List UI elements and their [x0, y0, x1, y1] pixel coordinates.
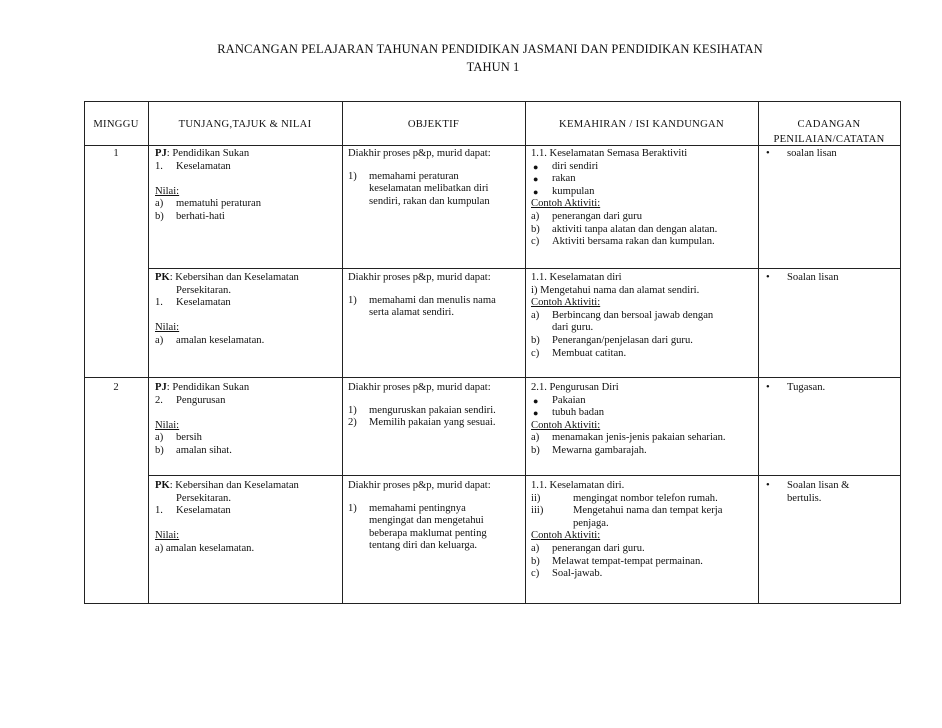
header-cadangan	[758, 117, 900, 147]
nilai-item: berhati-hati	[176, 210, 225, 222]
nilai-label: Nilai:	[155, 530, 180, 542]
bullet-icon: •	[766, 148, 770, 159]
tunjang-title: : Kebersihan dan Keselamatan	[169, 480, 299, 491]
list-marker: a)	[155, 334, 164, 346]
list-marker: a)	[155, 198, 164, 210]
header-kemahiran: KEMAHIRAN / ISI KANDUNGAN	[559, 119, 724, 130]
objektif-item: keselamatan melibatkan diri	[369, 183, 489, 195]
table-border-bottom	[84, 603, 901, 604]
contoh-item: menamakan jenis-jenis pakaian seharian.	[552, 432, 726, 444]
list-marker: a)	[155, 432, 164, 444]
cadangan-item: Soalan lisan &	[787, 480, 850, 491]
list-marker: b)	[531, 334, 540, 346]
contoh-item: Soal-jawab.	[552, 568, 603, 580]
objektif-intro: Diakhir proses p&p, murid dapat:	[348, 272, 491, 283]
list-marker: c)	[531, 236, 540, 248]
item-title: Keselamatan	[176, 297, 231, 309]
bullet-icon: •	[766, 272, 770, 283]
kemahiran-heading: 1.1. Keselamatan Semasa Beraktiviti	[531, 148, 688, 159]
contoh-item: aktiviti tanpa alatan dan dengan alatan.	[552, 223, 718, 235]
objektif-intro: Diakhir proses p&p, murid dapat:	[348, 382, 491, 393]
list-marker: iii)	[531, 505, 544, 517]
tunjang-title: : Pendidikan Sukan	[166, 148, 250, 159]
item-number: 2.	[155, 394, 163, 406]
list-marker: 1)	[348, 502, 357, 514]
header-minggu: MINGGU	[93, 119, 139, 130]
list-marker: b)	[531, 555, 540, 567]
nilai-item: a) amalan keselamatan.	[155, 542, 255, 554]
kemahiran-heading: 1.1. Keselamatan diri	[531, 272, 622, 283]
row-2-objektif	[348, 272, 496, 320]
header-cadangan-line-2: PENILAIAN/CATATAN	[773, 134, 885, 145]
header-cadangan-line-1: CADANGAN	[797, 119, 861, 130]
contoh-item: dari guru.	[552, 322, 594, 334]
objektif-item: memahami dan menulis nama	[369, 294, 496, 306]
nilai-item: amalan keselamatan.	[176, 334, 265, 346]
list-marker: 1)	[348, 404, 357, 416]
kemahiran-heading: 1.1. Keselamatan diri.	[531, 480, 625, 491]
row-4-kemahiran	[531, 480, 722, 581]
nilai-item: amalan sihat.	[176, 444, 232, 456]
column-divider	[342, 101, 343, 604]
item-title: Keselamatan	[176, 505, 231, 517]
nilai-label: Nilai:	[155, 185, 180, 197]
nilai-label: Nilai:	[155, 419, 180, 431]
objektif-intro: Diakhir proses p&p, murid dapat:	[348, 480, 491, 491]
title-line-1: RANCANGAN PELAJARAN TAHUNAN PENDIDIKAN JASMANI DAN PENDIDIKAN KESIHATAN	[217, 42, 763, 56]
bullet-item: diri sendiri	[552, 160, 599, 172]
row-divider	[84, 377, 901, 378]
objektif-item: memahami pentingnya	[369, 502, 466, 514]
table-border-left	[84, 101, 85, 604]
list-marker: a)	[531, 542, 540, 554]
list-marker: b)	[531, 223, 540, 235]
contoh-label: Contoh Aktiviti:	[531, 530, 601, 542]
row-2-tunjang	[155, 272, 299, 348]
contoh-item: Aktiviti bersama rakan dan kumpulan.	[552, 236, 715, 248]
contoh-item: penerangan dari guru	[552, 210, 643, 222]
row-2-kemahiran	[531, 272, 713, 360]
list-marker: b)	[155, 444, 164, 456]
objektif-item: sendiri, rakan dan kumpulan	[369, 195, 490, 207]
contoh-label: Contoh Aktiviti:	[531, 297, 601, 309]
row-3-kemahiran	[531, 382, 726, 458]
roman-item: penjaga.	[573, 517, 609, 529]
header-objektif: OBJEKTIF	[407, 119, 460, 130]
tunjang-title: : Pendidikan Sukan	[166, 382, 250, 393]
cadangan-item: Soalan lisan	[787, 272, 839, 283]
row-3-objektif	[348, 382, 496, 430]
objektif-item: tentang diri dan keluarga.	[369, 540, 478, 552]
item-number: 1.	[155, 160, 163, 172]
cadangan-item: bertulis.	[787, 492, 822, 504]
bullet-item: Pakaian	[552, 394, 586, 406]
bullet-icon: •	[766, 480, 770, 491]
bullet-icon: •	[766, 382, 770, 393]
bullet-icon: ●	[533, 174, 539, 185]
objektif-item: mengingat dan mengetahui	[369, 515, 484, 527]
list-marker: 1)	[348, 170, 357, 182]
item-title: Keselamatan	[176, 160, 231, 172]
item-number: 1.	[155, 505, 163, 517]
row-3-tunjang	[155, 382, 249, 458]
nilai-item: bersih	[176, 432, 202, 444]
bullet-item: tubuh badan	[552, 407, 605, 419]
row-4-tunjang	[155, 480, 299, 556]
item-number: 1.	[155, 297, 163, 309]
objektif-item: serta alamat sendiri.	[369, 307, 455, 319]
objektif-item: Memilih pakaian yang sesuai.	[369, 417, 496, 429]
header-tunjang: TUNJANG,TAJUK & NILAI	[178, 119, 312, 130]
table-border-top	[84, 101, 901, 102]
bullet-icon: ●	[533, 161, 539, 172]
column-divider	[525, 101, 526, 604]
row-1-minggu: 1	[113, 148, 119, 159]
tunjang-title: : Kebersihan dan Keselamatan	[169, 272, 299, 283]
column-divider	[148, 101, 149, 604]
objektif-intro: Diakhir proses p&p, murid dapat:	[348, 148, 491, 159]
cadangan-item: Tugasan.	[787, 382, 826, 393]
title-line-2: TAHUN 1	[466, 60, 520, 74]
nilai-label: Nilai:	[155, 322, 180, 334]
list-marker: 1)	[348, 294, 357, 306]
objektif-item: menguruskan pakaian sendiri.	[369, 404, 496, 416]
nilai-item: mematuhi peraturan	[176, 198, 262, 210]
list-marker: a)	[531, 432, 540, 444]
pk-code: PK	[155, 272, 170, 283]
list-marker: a)	[531, 309, 540, 321]
bullet-item: rakan	[552, 173, 576, 185]
row-1-kemahiran	[531, 148, 717, 249]
list-marker: b)	[155, 210, 164, 222]
roman-item: Mengetahui nama dan tempat kerja	[573, 505, 723, 517]
tunjang-title-2: Persekitaran.	[176, 284, 232, 296]
pj-code: PJ	[155, 148, 167, 159]
tunjang-title-2: Persekitaran.	[176, 492, 232, 504]
row-4-cadangan	[766, 480, 849, 505]
kemahiran-heading: 2.1. Pengurusan Diri	[531, 382, 619, 393]
row-4-objektif	[348, 480, 491, 553]
objektif-item: memahami peraturan	[369, 170, 459, 182]
contoh-label: Contoh Aktiviti:	[531, 198, 601, 210]
list-marker: a)	[531, 210, 540, 222]
row-2-cadangan	[766, 272, 839, 285]
list-marker: c)	[531, 568, 540, 580]
list-marker: ii)	[531, 492, 541, 504]
bullet-icon: ●	[533, 395, 539, 406]
column-divider	[758, 101, 759, 604]
contoh-item: Mewarna gambarajah.	[552, 444, 647, 456]
pj-code: PJ	[155, 382, 167, 393]
contoh-item: Membuat catitan.	[552, 347, 627, 359]
roman-item: mengingat nombor telefon rumah.	[573, 492, 718, 504]
row-3-minggu: 2	[113, 382, 119, 393]
row-1-cadangan	[766, 148, 837, 161]
contoh-item: Melawat tempat-tempat permainan.	[552, 555, 703, 567]
item-title: Pengurusan	[176, 394, 226, 406]
row-3-cadangan	[766, 382, 825, 395]
row-1-objektif	[348, 148, 491, 208]
list-marker: 2)	[348, 417, 357, 429]
contoh-item: penerangan dari guru.	[552, 542, 645, 554]
contoh-item: Berbincang dan bersoal jawab dengan	[552, 309, 714, 321]
objektif-item: beberapa maklumat penting	[369, 527, 487, 539]
bullet-icon: ●	[533, 408, 539, 419]
row-1-tunjang	[155, 148, 261, 224]
contoh-item: Penerangan/penjelasan dari guru.	[552, 334, 693, 346]
list-marker: c)	[531, 347, 540, 359]
list-marker: b)	[531, 444, 540, 456]
contoh-label: Contoh Aktiviti:	[531, 419, 601, 431]
bullet-item: kumpulan	[552, 185, 595, 197]
bullet-icon: ●	[533, 186, 539, 197]
pk-code: PK	[155, 480, 170, 491]
cadangan-item: soalan lisan	[787, 148, 837, 159]
table-border-right	[900, 101, 901, 604]
kemahiran-sub: i) Mengetahui nama dan alamat sendiri.	[531, 284, 700, 296]
